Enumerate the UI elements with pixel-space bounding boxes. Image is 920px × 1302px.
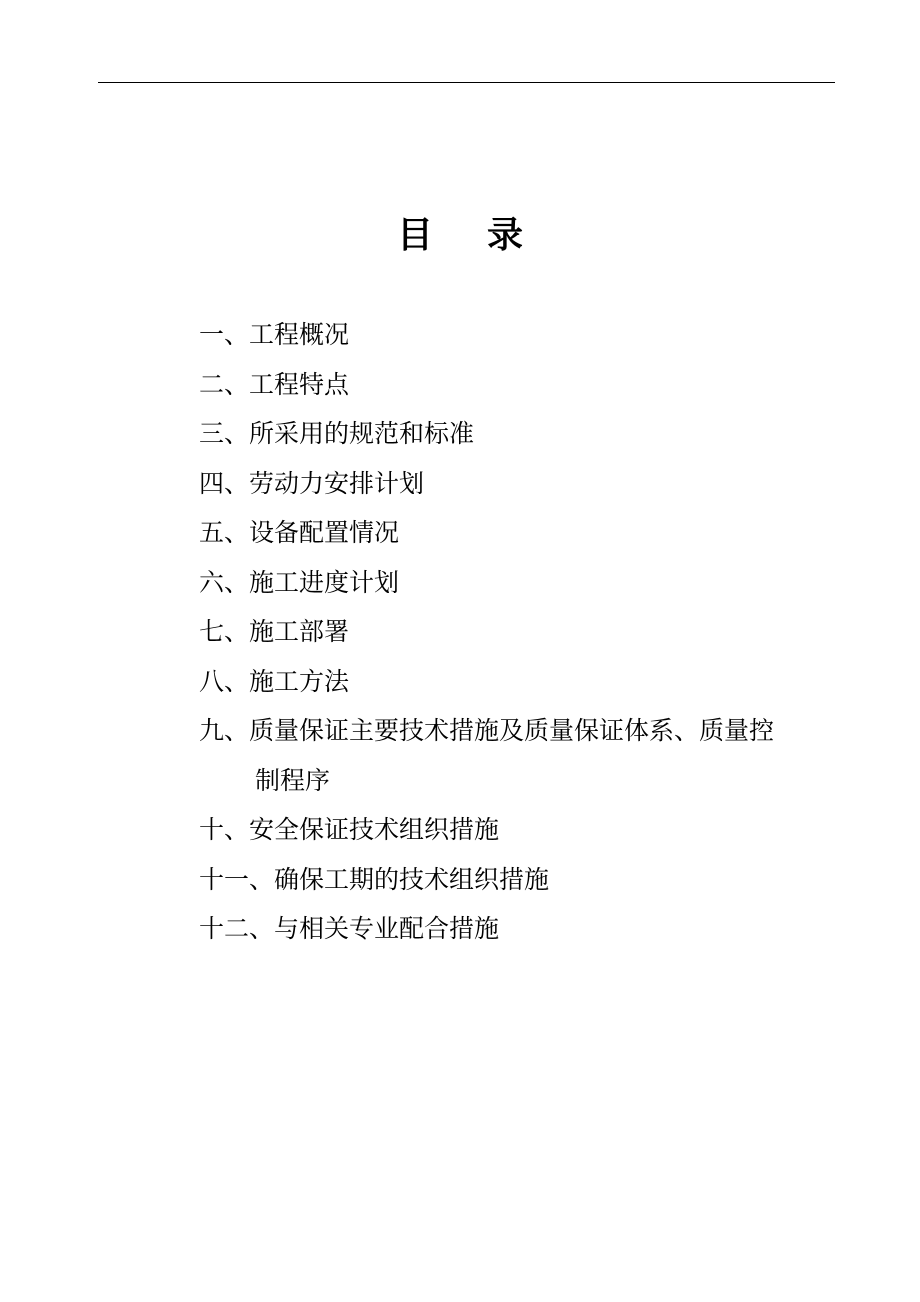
- toc-list: [199, 310, 824, 954]
- toc-item[interactable]: [199, 855, 824, 905]
- toc-title: [0, 205, 920, 265]
- toc-item-continuation: 制程序: [255, 765, 331, 795]
- toc-item-text: 十二、与相关专业配合措施: [199, 914, 500, 943]
- toc-item-text: 一、工程概况: [199, 320, 350, 349]
- toc-item[interactable]: [199, 360, 824, 410]
- toc-item[interactable]: [199, 409, 824, 459]
- toc-item-text: 四、劳动力安排计划: [199, 468, 425, 498]
- toc-item-text: 十一、确保工期的技术组织措施: [199, 864, 550, 894]
- toc-item-text: 九、质量保证主要技术措施及质量保证体系、质量控: [199, 716, 775, 745]
- toc-item-text: 十、安全保证技术组织措施: [199, 815, 500, 844]
- toc-item[interactable]: [199, 310, 824, 360]
- toc-item-text: 七、施工部署: [199, 617, 350, 646]
- toc-title-part2: 录: [487, 214, 524, 256]
- toc-item[interactable]: [199, 706, 824, 805]
- toc-item-text: 五、设备配置情况: [199, 518, 400, 547]
- header-rule: [98, 82, 835, 83]
- toc-item-text: 三、所采用的规范和标准: [199, 419, 475, 448]
- toc-item-text: 六、施工进度计划: [199, 567, 400, 597]
- toc-item[interactable]: [199, 508, 824, 558]
- toc-item[interactable]: [199, 657, 824, 707]
- toc-item[interactable]: [199, 805, 824, 855]
- toc-item-text: 八、施工方法: [199, 666, 350, 696]
- toc-title-part1: 目: [396, 214, 433, 256]
- toc-item[interactable]: [199, 904, 824, 954]
- toc-item[interactable]: [199, 459, 824, 509]
- toc-item-text: 二、工程特点: [199, 369, 350, 399]
- toc-item[interactable]: [199, 607, 824, 657]
- toc-item[interactable]: [199, 558, 824, 608]
